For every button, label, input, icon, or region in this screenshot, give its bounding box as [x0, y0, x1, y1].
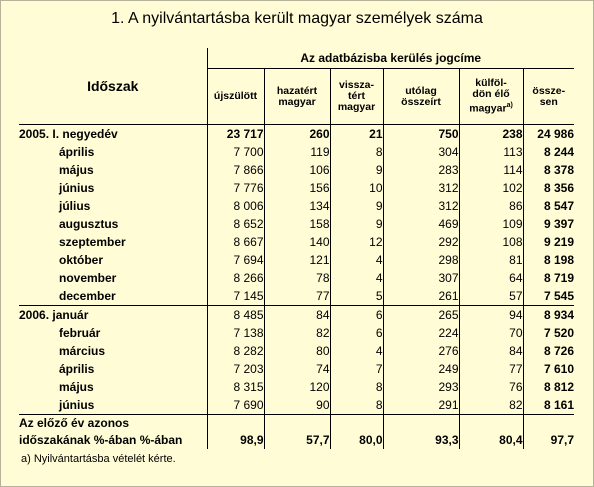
period-cell: február: [19, 324, 207, 342]
value-cell: 21: [330, 125, 383, 144]
value-cell: 9 397: [543, 217, 574, 231]
footer-value-cell: 57,7: [264, 415, 330, 450]
period-cell: április: [19, 143, 207, 161]
value-cell: 158: [264, 215, 330, 233]
value-cell: 8 652: [207, 215, 264, 233]
column-header-line: összeírt: [401, 95, 441, 108]
value-cell: 7 138: [207, 324, 264, 342]
period-cell: április: [19, 360, 207, 378]
table-row: [19, 306, 574, 325]
value-cell: 8 719: [543, 271, 574, 285]
page-title: 1. A nyilvántartásba került magyar személyek száma: [111, 10, 483, 27]
value-cell: 8 161: [543, 398, 574, 412]
value-cell: 8 198: [543, 253, 574, 267]
column-header-line: magyar: [469, 102, 507, 115]
value-cell: 119: [264, 143, 330, 161]
footnote: a) Nyilvántartásba vételét kérte.: [21, 453, 176, 465]
footer-value-cell: 80,4: [459, 415, 523, 450]
value-cell: 156: [264, 179, 330, 197]
value-cell: 6: [330, 324, 383, 342]
value-cell: 8: [330, 143, 383, 161]
value-cell: 57: [459, 287, 523, 306]
period-cell: november: [19, 269, 207, 287]
period-cell: május: [19, 378, 207, 396]
column-header: [383, 69, 459, 125]
value-cell: 8 726: [543, 344, 574, 358]
value-cell: 81: [459, 251, 523, 269]
footer-value-cell: 97,7: [523, 415, 574, 450]
value-cell: 291: [383, 396, 459, 415]
value-cell: 80: [264, 342, 330, 360]
column-header: [207, 69, 264, 125]
value-cell: 6: [330, 306, 383, 325]
value-cell: 8 356: [543, 181, 574, 195]
value-cell: 7 610: [543, 362, 574, 376]
table-row-footer: [19, 415, 574, 450]
value-cell: 9: [330, 197, 383, 215]
value-cell: 114: [459, 161, 523, 179]
value-cell: 24 986: [523, 125, 574, 144]
value-cell: 77: [264, 287, 330, 306]
column-header-line: dön élő: [472, 88, 510, 101]
value-cell: 120: [264, 378, 330, 396]
value-cell: 86: [459, 197, 523, 215]
period-cell: szeptember: [19, 233, 207, 251]
value-cell: 102: [459, 179, 523, 197]
column-header-line: hazatért: [276, 84, 318, 97]
value-cell: 70: [459, 324, 523, 342]
value-cell: 307: [383, 269, 459, 287]
value-cell: 7 520: [543, 326, 574, 340]
value-cell: 121: [264, 251, 330, 269]
value-cell: 134: [264, 197, 330, 215]
value-cell: 84: [459, 342, 523, 360]
column-header-line: tért: [348, 90, 365, 102]
value-cell: 7 690: [207, 396, 264, 415]
value-cell: 293: [383, 378, 459, 396]
column-header-line: magyar: [278, 95, 316, 108]
value-cell: 8: [330, 396, 383, 415]
value-cell: 7 545: [543, 289, 574, 303]
period-cell: október: [19, 251, 207, 269]
value-cell: 9 219: [543, 235, 574, 249]
period-cell: május: [19, 161, 207, 179]
footer-label-line: Az előző év azonos: [19, 416, 130, 430]
value-cell: 76: [459, 378, 523, 396]
period-cell: augusztus: [19, 215, 207, 233]
value-cell: 7 694: [207, 251, 264, 269]
value-cell: 106: [264, 161, 330, 179]
table-row: [19, 125, 574, 144]
column-header-line: vissza-: [338, 79, 375, 91]
period-cell: 2006. január: [19, 306, 207, 325]
value-cell: 12: [330, 233, 383, 251]
table-row: [19, 161, 574, 179]
column-header-line: külföl-: [475, 77, 507, 90]
value-cell: 84: [264, 306, 330, 325]
table-row: [19, 360, 574, 378]
value-cell: 77: [459, 360, 523, 378]
value-cell: 750: [383, 125, 459, 144]
table-body: [19, 125, 574, 450]
value-cell: 4: [330, 251, 383, 269]
period-cell: december: [19, 287, 207, 306]
footer-value-cell: 98,9: [207, 415, 264, 450]
table-row: [19, 233, 574, 251]
value-cell: 7: [330, 360, 383, 378]
value-cell: 238: [459, 125, 523, 144]
value-cell: 82: [459, 396, 523, 415]
footer-label: [19, 415, 207, 450]
value-cell: 304: [383, 143, 459, 161]
value-cell: 8 006: [207, 197, 264, 215]
value-cell: 249: [383, 360, 459, 378]
value-cell: 113: [459, 143, 523, 161]
value-cell: 7 866: [207, 161, 264, 179]
value-cell: 8 485: [207, 306, 264, 325]
column-header: [330, 69, 383, 125]
table-row: [19, 324, 574, 342]
value-cell: 7 776: [207, 179, 264, 197]
value-cell: 9: [330, 161, 383, 179]
value-cell: 8 934: [523, 306, 574, 325]
value-cell: 90: [264, 396, 330, 415]
period-cell: június: [19, 179, 207, 197]
value-cell: 140: [264, 233, 330, 251]
column-header-line: össze-: [532, 84, 566, 97]
value-cell: 82: [264, 324, 330, 342]
period-cell: 2005. I. negyedév: [19, 125, 207, 144]
value-cell: 9: [330, 215, 383, 233]
value-cell: 265: [383, 306, 459, 325]
value-cell: 8 378: [543, 163, 574, 177]
value-cell: 7 700: [207, 143, 264, 161]
data-table: [19, 48, 574, 449]
value-cell: 8 282: [207, 342, 264, 360]
table-row: [19, 197, 574, 215]
table-row: [19, 287, 574, 306]
table-row: [19, 215, 574, 233]
value-cell: 8: [330, 378, 383, 396]
value-cell: 283: [383, 161, 459, 179]
value-cell: 4: [330, 269, 383, 287]
value-cell: 94: [459, 306, 523, 325]
value-cell: 108: [459, 233, 523, 251]
table-row: [19, 378, 574, 396]
value-cell: 64: [459, 269, 523, 287]
table-row: [19, 179, 574, 197]
value-cell: 260: [264, 125, 330, 144]
value-cell: 78: [264, 269, 330, 287]
value-cell: 10: [330, 179, 383, 197]
value-cell: 109: [459, 215, 523, 233]
value-cell: 8 812: [543, 380, 574, 394]
column-header: [264, 69, 330, 125]
value-cell: 469: [383, 215, 459, 233]
value-cell: 8 547: [543, 199, 574, 213]
value-cell: 7 145: [207, 287, 264, 306]
value-cell: 312: [383, 197, 459, 215]
value-cell: 23 717: [207, 125, 264, 144]
footnote-marker: a): [506, 102, 513, 110]
period-cell: június: [19, 396, 207, 415]
table-row: [19, 396, 574, 415]
value-cell: 7 203: [207, 360, 264, 378]
column-header: [523, 69, 574, 125]
column-header: [459, 69, 523, 125]
column-header-line: újszülött: [213, 90, 258, 102]
value-cell: 312: [383, 179, 459, 197]
period-cell: július: [19, 197, 207, 215]
column-header-line: sen: [539, 95, 558, 108]
value-cell: 224: [383, 324, 459, 342]
footer-label-line: időszakának %-ában %-ában: [19, 433, 183, 447]
value-cell: 292: [383, 233, 459, 251]
footer-value-cell: 93,3: [383, 415, 459, 450]
value-cell: 261: [383, 287, 459, 306]
table-row: [19, 269, 574, 287]
period-header: Időszak: [19, 48, 207, 125]
column-header-line: magyar: [337, 101, 376, 113]
value-cell: 5: [330, 287, 383, 306]
footer-value-cell: 80,0: [330, 415, 383, 450]
value-cell: 4: [330, 342, 383, 360]
period-cell: március: [19, 342, 207, 360]
table-row: [19, 251, 574, 269]
value-cell: 8 667: [207, 233, 264, 251]
value-cell: 8 266: [207, 269, 264, 287]
value-cell: 276: [383, 342, 459, 360]
value-cell: 74: [264, 360, 330, 378]
column-header-line: utólag: [405, 84, 437, 97]
table-row: [19, 143, 574, 161]
group-header: Az adatbázisba kerülés jogcíme: [207, 48, 574, 69]
value-cell: 8 315: [207, 378, 264, 396]
table-row: [19, 342, 574, 360]
value-cell: 298: [383, 251, 459, 269]
value-cell: 8 244: [543, 145, 574, 159]
